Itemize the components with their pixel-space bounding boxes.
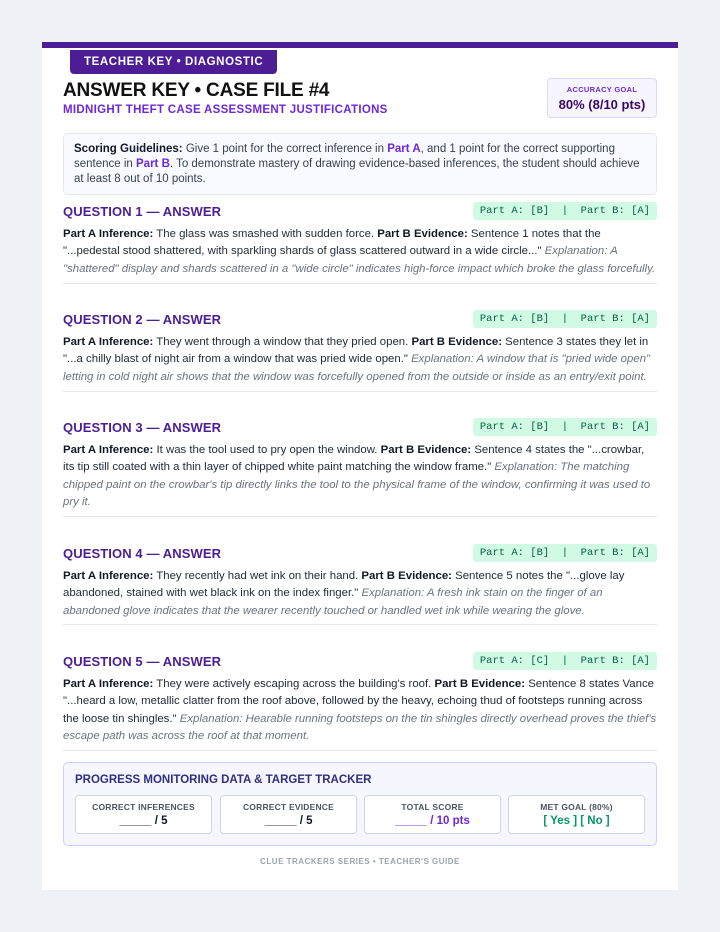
answer-key-badge: Part A: [C] | Part B: [A] — [473, 652, 657, 670]
accuracy-goal-label: ACCURACY GOAL — [566, 85, 638, 94]
part-b-label: Part B Evidence: — [377, 228, 468, 240]
question-title: QUESTION 4 — ANSWER — [63, 546, 222, 561]
correct-inferences-cell — [75, 795, 212, 834]
cell-value: _____ / 5 — [119, 815, 168, 827]
question-2 — [63, 310, 657, 386]
part-b-text: Sentence 4 states the "...crowbar, its tip still coated with a thin layer of chipped white paint matching the window frame." — [63, 444, 645, 474]
page-footer: CLUE TRACKERS SERIES • TEACHER'S GUIDE — [260, 857, 460, 866]
divider — [63, 624, 657, 625]
divider — [63, 750, 657, 751]
question-5 — [63, 652, 657, 746]
part-b-text: Sentence 1 notes that the "...pedestal stood shattered, with sparkling shards of glass scattered outward in a wide circle..." — [63, 228, 601, 258]
part-b-text: Sentence 8 states Vance "...heard a low, metallic clatter from the roof above, followed by the heavy, echoing thud of footsteps running across the loose tin shingles." — [63, 678, 654, 725]
part-b-label: Part B Evidence: — [380, 444, 472, 456]
total-score-cell — [364, 795, 501, 834]
answer-key-badge: Part A: [B] | Part B: [A] — [473, 202, 657, 220]
met-goal-cell — [508, 795, 645, 834]
question-header — [63, 202, 657, 222]
part-a-text: It was the tool used to pry open the window. — [153, 444, 381, 456]
question-4 — [63, 544, 657, 620]
divider — [63, 391, 657, 392]
part-a-label: Part A Inference: — [63, 444, 154, 456]
guidelines-part-a: Part A — [387, 143, 421, 155]
guidelines-lead: Scoring Guidelines: — [74, 143, 183, 155]
question-header — [63, 544, 657, 564]
question-header — [63, 652, 657, 672]
question-title: QUESTION 1 — ANSWER — [63, 204, 222, 219]
part-b-label: Part B Evidence: — [361, 570, 452, 582]
part-b-label: Part B Evidence: — [434, 678, 526, 690]
explanation-text: Explanation: The matching chipped paint on the crowbar's tip directly links the tool to the physical frame of the window, confirming it was used to pry it. — [63, 461, 651, 509]
cell-label: CORRECT EVIDENCE — [242, 802, 335, 812]
cell-value: _____ / 10 pts — [395, 815, 470, 827]
question-justification — [63, 568, 657, 620]
part-b-text: Sentence 5 notes the "...glove lay abandoned, stained with wet black ink on the index finger." — [63, 570, 625, 600]
accuracy-goal-value: 80% (8/10 pts) — [558, 97, 646, 112]
part-a-label: Part A Inference: — [63, 678, 154, 690]
question-3 — [63, 418, 657, 512]
question-title: QUESTION 3 — ANSWER — [63, 420, 222, 435]
question-1 — [63, 202, 657, 278]
page-title: ANSWER KEY • CASE FILE #4 — [63, 80, 330, 101]
explanation-text: Explanation: Hearable running footsteps on the tin shingles directly overhead proves the thief's escape path was across the roof at that moment. — [63, 712, 657, 743]
tracker-title: PROGRESS MONITORING DATA & TARGET TRACKER — [75, 774, 372, 786]
explanation-text: Explanation: A "shattered" display and shards scattered in a "wide circle" indicates high-force impact which broke the glass forcefully. — [63, 245, 656, 275]
question-justification — [63, 676, 657, 746]
cell-label: CORRECT INFERENCES — [92, 802, 195, 812]
answer-key-badge: Part A: [B] | Part B: [A] — [473, 544, 657, 562]
question-header — [63, 310, 657, 330]
page-subtitle: MIDNIGHT THEFT CASE ASSESSMENT JUSTIFICATIONS — [63, 104, 388, 116]
top-accent-bar — [42, 42, 678, 48]
part-b-text: Sentence 3 states they let in "...a chilly blast of night air from a window that was pried wide open." — [63, 336, 649, 366]
guidelines-text-3: . To demonstrate mastery of drawing evidence-based inferences, the student should achieve at least 8 out of 10 points. — [74, 158, 640, 185]
cell-value: [ Yes ] [ No ] — [543, 815, 610, 827]
part-a-text: The glass was smashed with sudden force. — [153, 228, 378, 240]
question-header — [63, 418, 657, 438]
question-justification — [63, 334, 657, 386]
explanation-text: Explanation: A window that is "pried wide open" letting in cold night air shows that the window was forcefully opened from the outside or inside as an entry/exit point. — [63, 353, 651, 383]
accuracy-goal-badge — [547, 78, 657, 118]
part-a-label: Part A Inference: — [63, 228, 154, 240]
answer-key-sheet — [42, 42, 678, 890]
cell-label: MET GOAL (80%) — [540, 802, 613, 812]
part-a-text: They went through a window that they pried open. — [153, 336, 412, 348]
part-a-text: They recently had wet ink on their hand. — [153, 570, 362, 582]
scoring-guidelines — [63, 133, 657, 195]
correct-evidence-cell — [220, 795, 357, 834]
answer-key-badge: Part A: [B] | Part B: [A] — [473, 418, 657, 436]
explanation-text: Explanation: A fresh ink stain on the finger of an abandoned glove indicates that the wearer recently touched or handled wet ink while wearing the glove. — [63, 587, 603, 617]
guidelines-part-b: Part B — [136, 158, 170, 170]
part-b-label: Part B Evidence: — [411, 336, 502, 348]
guidelines-text-1: Give 1 point for the correct inference in — [182, 143, 388, 155]
question-justification — [63, 442, 657, 512]
cell-label: TOTAL SCORE — [401, 802, 464, 812]
guidelines-text-2: , and 1 point for the correct supporting sentence in — [74, 143, 615, 170]
answer-key-badge: Part A: [B] | Part B: [A] — [473, 310, 657, 328]
question-title: QUESTION 5 — ANSWER — [63, 654, 222, 669]
question-justification — [63, 226, 657, 278]
cell-value: _____ / 5 — [264, 815, 313, 827]
part-a-label: Part A Inference: — [63, 570, 154, 582]
divider — [63, 283, 657, 284]
part-a-text: They were actively escaping across the building's roof. — [153, 678, 435, 690]
divider — [63, 516, 657, 517]
question-title: QUESTION 2 — ANSWER — [63, 312, 222, 327]
teacher-key-tab: TEACHER KEY • DIAGNOSTIC — [70, 50, 277, 74]
progress-tracker — [63, 762, 657, 846]
part-a-label: Part A Inference: — [63, 336, 154, 348]
